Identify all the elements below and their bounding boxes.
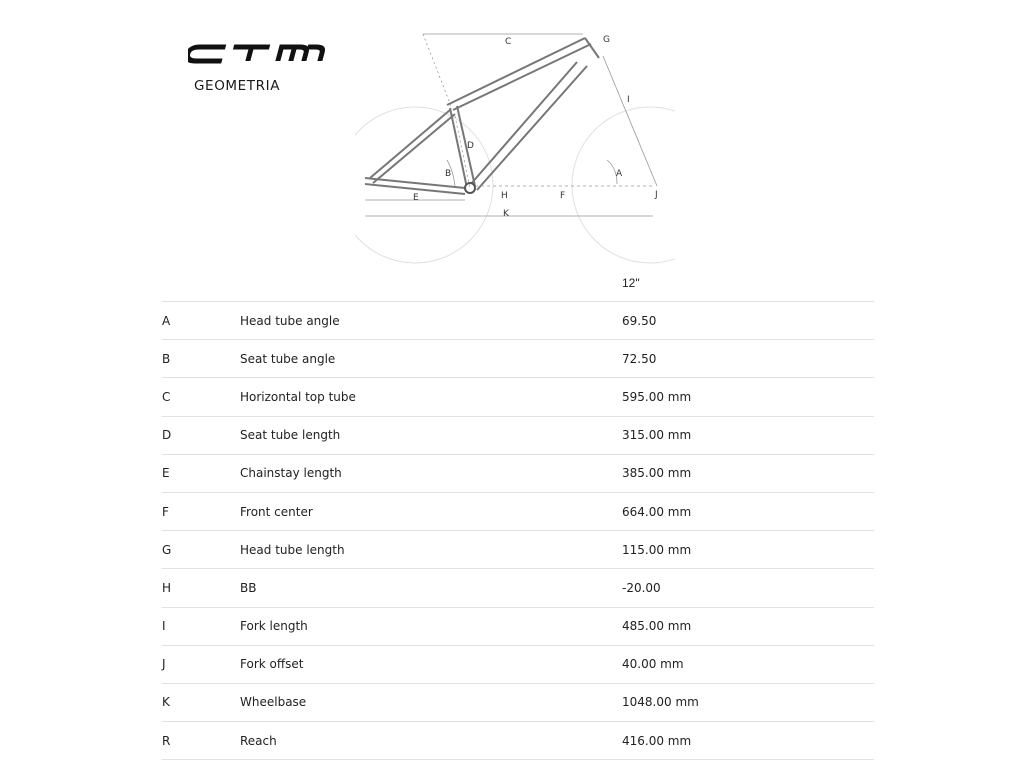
row-value: 69.50 (622, 313, 657, 328)
table-row (162, 645, 874, 683)
row-label: Head tube length (240, 542, 345, 557)
diagram-label-c: C (505, 37, 512, 47)
row-code: D (162, 428, 172, 443)
table-row (162, 531, 874, 569)
table-row (162, 722, 874, 760)
row-code: B (162, 351, 171, 366)
table-row (162, 492, 874, 530)
row-label: Seat tube angle (240, 351, 336, 366)
row-label: Seat tube length (240, 428, 341, 443)
row-code: E (162, 466, 170, 481)
table-row (162, 683, 874, 721)
diagram-label-k: K (503, 209, 509, 219)
row-code: J (162, 657, 166, 672)
table-row (162, 454, 874, 492)
table-row (162, 416, 874, 454)
row-code: C (162, 389, 171, 404)
row-value: 595.00 mm (622, 389, 692, 404)
row-value: 664.00 mm (622, 504, 692, 519)
row-value: 385.00 mm (622, 466, 692, 481)
row-code: K (162, 695, 170, 710)
row-label: Reach (240, 733, 277, 748)
diagram-label-h: H (501, 191, 508, 201)
row-label: Wheelbase (240, 695, 307, 710)
row-value: 1048.00 mm (622, 695, 699, 710)
diagram-label-f: F (560, 191, 566, 201)
row-label: Fork offset (240, 657, 304, 672)
row-label: Head tube angle (240, 313, 340, 328)
row-label: Horizontal top tube (240, 389, 356, 404)
row-label: Front center (240, 504, 313, 519)
table-row (162, 302, 874, 340)
row-value: 115.00 mm (622, 542, 692, 557)
row-value: 315.00 mm (622, 428, 692, 443)
ctm-logo (188, 38, 328, 70)
row-value: 72.50 (622, 351, 657, 366)
diagram-label-i: I (627, 95, 630, 105)
diagram-label-d: D (467, 141, 474, 151)
diagram-label-j: J (655, 190, 658, 200)
diagram-label-a: A (616, 169, 623, 179)
row-value: 416.00 mm (622, 733, 692, 748)
row-value: 40.00 mm (622, 657, 684, 672)
row-label: Fork length (240, 619, 308, 634)
table-row (162, 569, 874, 607)
size-column-header: 12" (622, 276, 640, 290)
row-value: 485.00 mm (622, 619, 692, 634)
diagram-label-e: E (413, 193, 419, 203)
row-code: I (162, 619, 166, 634)
page-subtitle: GEOMETRIA (194, 78, 281, 94)
diagram-label-b: B (445, 169, 452, 179)
diagram-label-g: G (603, 35, 610, 45)
table-row (162, 340, 874, 378)
row-code: H (162, 580, 172, 595)
row-label: BB (240, 580, 257, 595)
row-value: -20.00 (622, 580, 661, 595)
table-row (162, 607, 874, 645)
row-code: A (162, 313, 171, 328)
geometry-table (162, 301, 874, 760)
geometry-diagram (355, 20, 675, 270)
table-row (162, 378, 874, 416)
row-code: G (162, 542, 172, 557)
row-label: Chainstay length (240, 466, 342, 481)
row-code: R (162, 733, 171, 748)
row-code: F (162, 504, 169, 519)
